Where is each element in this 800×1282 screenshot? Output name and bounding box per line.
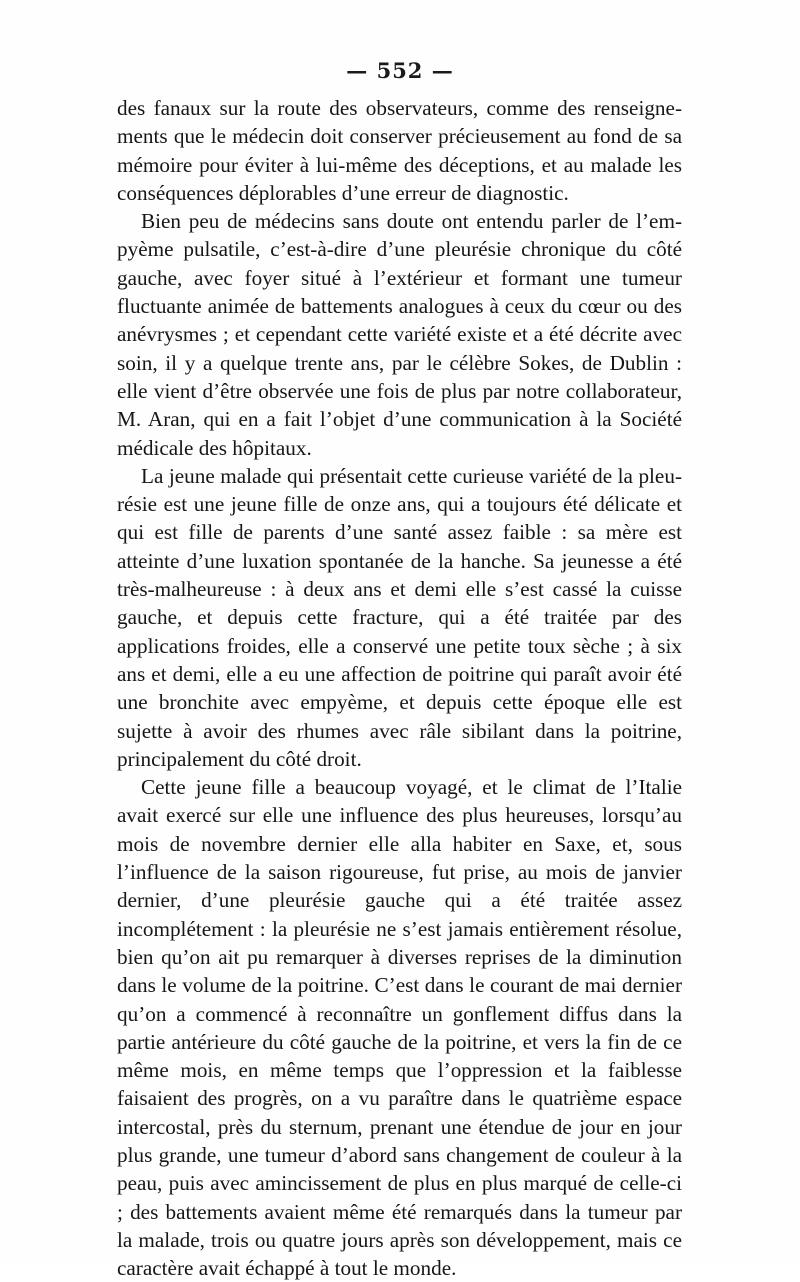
body-text: [117, 94, 682, 1282]
paragraph-continuation: des fanaux sur la route des observateurs, comme des renseignements que le médecin doit conserver précieusement au fond de sa mémoire pour éviter à lui-même des déceptions, et au malade les conséquences déplorables d’une erreur de diagnostic.: [117, 96, 682, 205]
paragraph-jeune-malade: La jeune malade qui présentait cette curieuse variété de la pleurésie est une jeune fille de onze ans, qui a toujours été délicate et qui est fille de parents d’une santé assez faible : sa mère est atteinte d’une luxation spontanée de la hanche. Sa jeunesse a été très-malheureuse : à deux ans et demi elle s’est cassé la cuisse gauche, et depuis cette fracture, qui a été traitée par des applications froides, elle a conservé une petite toux sèche ; à six ans et demi, elle a eu une affection de poitrine qui paraît avoir été une bronchite avec empyème, et depuis cette époque elle est sujette à avoir des rhumes avec râle sibilant dans la poitrine, principalement du côté droit.: [117, 463, 682, 771]
paragraph-empyeme-pulsatile: Bien peu de médecins sans doute ont entendu parler de l’empyème pulsatile, c’est-à-dire d’une pleurésie chronique du côté gauche, avec foyer situé à l’extérieur et formant une tumeur fluctuante animée de battements analogues à ceux du cœur ou des anévrysmes ; et cependant cette variété existe et a été décrite avec soin, il y a quelque trente ans, par le célèbre Sokes, de Dublin : elle vient d’être observée une fois de plus par notre collaborateur, M. Aran, qui en a fait l’objet d’une communication à la Société médicale des hôpitaux.: [117, 209, 682, 460]
page-number: — 552 —: [346, 58, 454, 83]
paragraph-voyage-italie: Cette jeune fille a beaucoup voyagé, et le climat de l’Italie avait exercé sur elle une influence des plus heureuses, lorsqu’au mois de novembre dernier elle alla habiter en Saxe, et, sous l’influence de la saison rigoureuse, fut prise, au mois de janvier dernier, d’une pleurésie gauche qui a été traitée assez incomplétement : la pleurésie ne s’est jamais entièrement résolue, bien qu’on ait pu remarquer à diverses reprises de la diminution dans le volume de la poitrine. C’est dans le courant de mai dernier qu’on a commencé à reconnaître un gonflement diffus dans la partie antérieure du côté gauche de la poitrine, et vers la fin de ce même mois, en même temps que l’oppression et la faiblesse faisaient des progrès, on a vu paraître dans le quatrième espace intercostal, près du sternum, prenant une étendue de jour en jour plus grande, une tumeur d’abord sans changement de couleur à la peau, puis avec amincissement de plus en plus marqué de celle-ci ; des battements avaient même été remarqués dans la tumeur par la malade, trois ou quatre jours après son développement, mais ce caractère avait échappé à tout le monde.: [117, 775, 682, 1281]
